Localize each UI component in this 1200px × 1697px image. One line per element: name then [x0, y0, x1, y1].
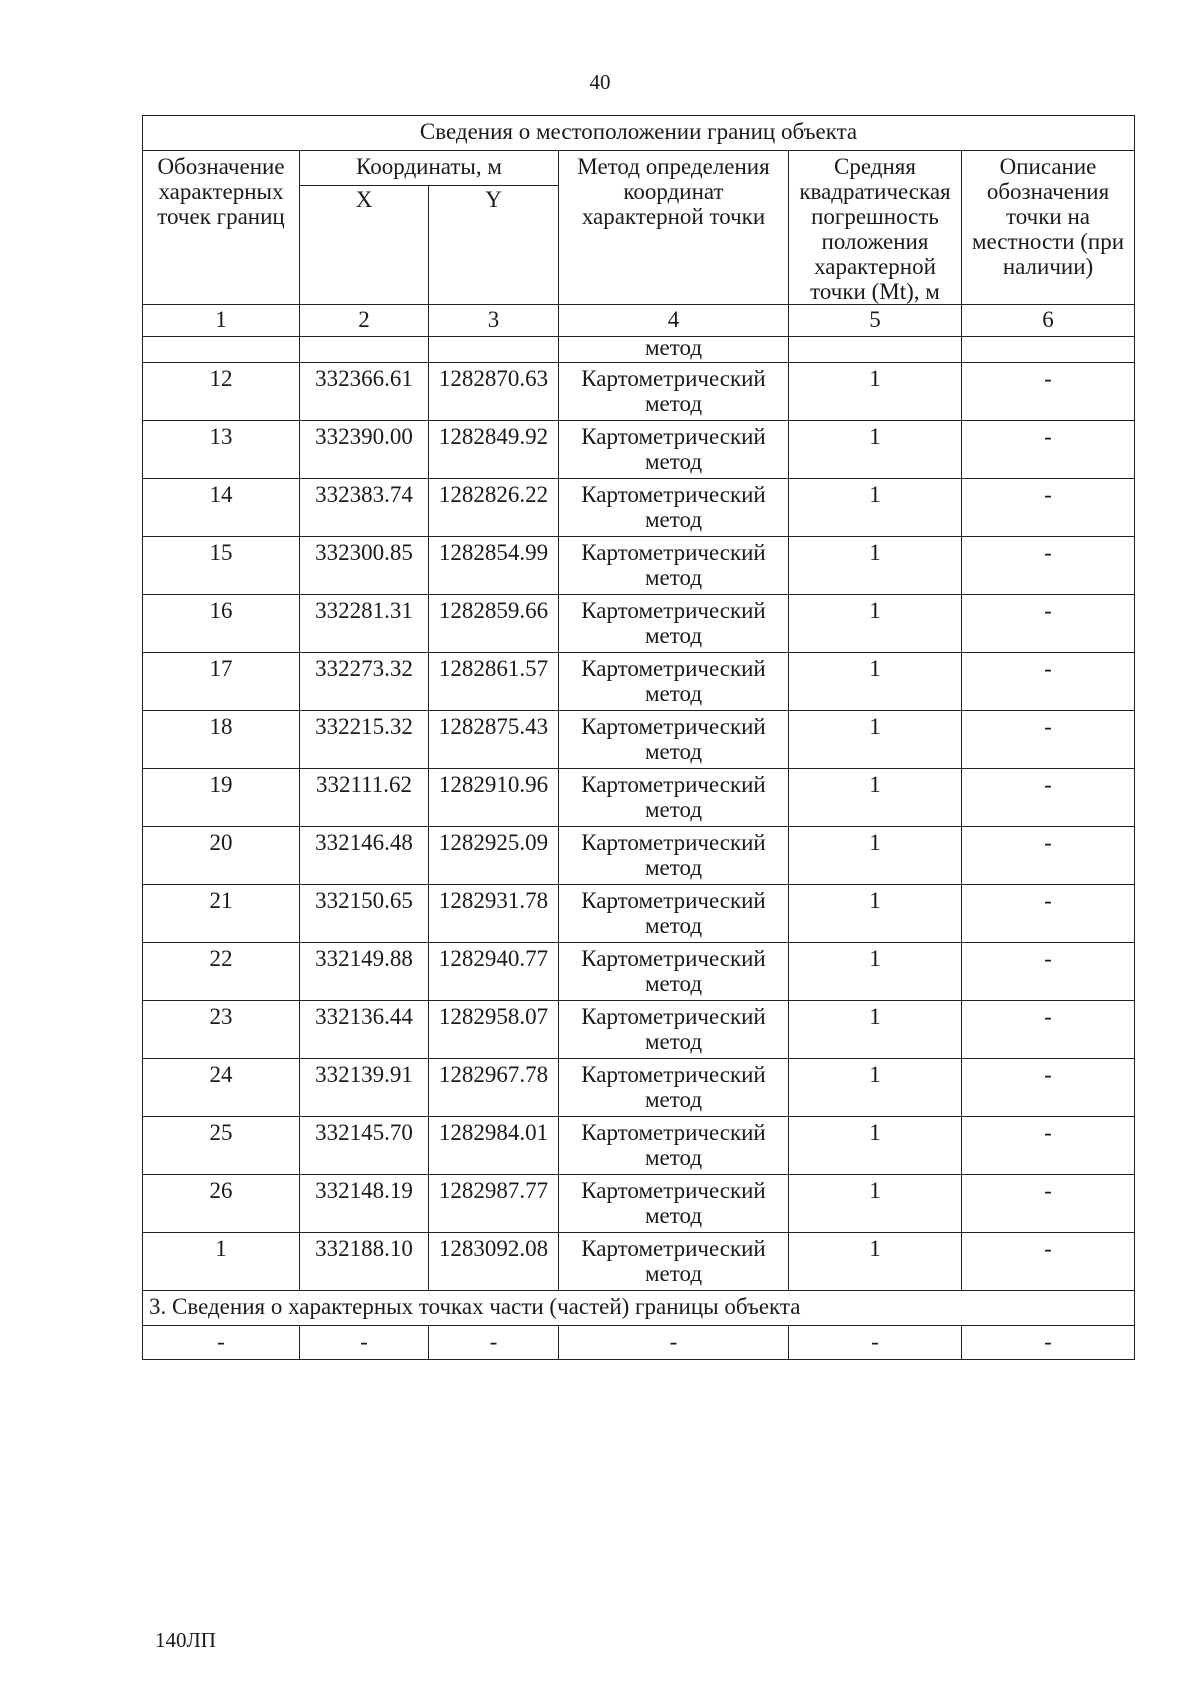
x-cell: 332273.32: [300, 653, 429, 711]
method-cell: [559, 943, 789, 1001]
description-cell: -: [962, 537, 1135, 595]
method-line: метод: [644, 1087, 703, 1112]
header-row-top: [143, 151, 1135, 186]
x-cell: 332300.85: [300, 537, 429, 595]
x-cell: 332136.44: [300, 1001, 429, 1059]
method-line: Картометрический: [581, 714, 766, 739]
description-cell: -: [962, 943, 1135, 1001]
header-description-line: обозначения: [986, 179, 1110, 204]
table-row: [143, 1233, 1135, 1291]
section3-value: -: [789, 1326, 962, 1360]
header-error: [789, 151, 962, 305]
table-row: [143, 363, 1135, 421]
header-coordinates: Координаты, м: [300, 151, 559, 186]
page-number: 40: [589, 70, 611, 94]
y-cell: 1283092.08: [429, 1233, 559, 1291]
boundary-coordinates-table: [142, 115, 1135, 1360]
continued-cell: [962, 337, 1135, 363]
method-line: Картометрический: [581, 772, 766, 797]
method-cell: [559, 363, 789, 421]
method-line: Картометрический: [581, 1236, 766, 1261]
table-row: [143, 1001, 1135, 1059]
method-line: метод: [644, 507, 703, 532]
point-cell: 22: [143, 943, 300, 1001]
table-row: [143, 769, 1135, 827]
continued-cell: [300, 337, 429, 363]
y-cell: 1282967.78: [429, 1059, 559, 1117]
method-line: метод: [644, 681, 703, 706]
point-cell: 25: [143, 1117, 300, 1175]
column-number: 4: [559, 305, 789, 337]
method-cell: [559, 653, 789, 711]
x-cell: 332188.10: [300, 1233, 429, 1291]
section3-value: -: [559, 1326, 789, 1360]
section3-value: -: [962, 1326, 1135, 1360]
table-row: [143, 653, 1135, 711]
method-line: Картометрический: [581, 888, 766, 913]
description-cell: -: [962, 1117, 1135, 1175]
x-cell: 332148.19: [300, 1175, 429, 1233]
header-error-line: точки (Mt), м: [810, 279, 940, 304]
x-cell: 332366.61: [300, 363, 429, 421]
point-cell: 18: [143, 711, 300, 769]
point-cell: 21: [143, 885, 300, 943]
point-cell: 24: [143, 1059, 300, 1117]
method-cell: [559, 827, 789, 885]
x-cell: 332111.62: [300, 769, 429, 827]
description-cell: -: [962, 711, 1135, 769]
header-error-line: положения: [821, 229, 929, 254]
error-cell: 1: [789, 1059, 962, 1117]
y-cell: 1282870.63: [429, 363, 559, 421]
error-cell: 1: [789, 421, 962, 479]
y-cell: 1282940.77: [429, 943, 559, 1001]
continued-row: [143, 337, 1135, 363]
section3-value: -: [429, 1326, 559, 1360]
section3-value: -: [143, 1326, 300, 1360]
header-designation-line: характерных: [158, 179, 284, 204]
method-line: метод: [644, 449, 703, 474]
header-error-line: характерной: [814, 254, 936, 279]
table-row: [143, 1117, 1135, 1175]
column-number: 6: [962, 305, 1135, 337]
method-line: метод: [644, 1261, 703, 1286]
table-row: [143, 537, 1135, 595]
table-row: [143, 595, 1135, 653]
y-cell: 1282861.57: [429, 653, 559, 711]
method-line: Картометрический: [581, 540, 766, 565]
error-cell: 1: [789, 595, 962, 653]
header-method-line: характерной точки: [581, 204, 766, 229]
y-cell: 1282875.43: [429, 711, 559, 769]
description-cell: -: [962, 1001, 1135, 1059]
continued-method: метод: [559, 337, 789, 363]
method-cell: [559, 885, 789, 943]
error-cell: 1: [789, 537, 962, 595]
method-line: метод: [644, 1029, 703, 1054]
column-number: 1: [143, 305, 300, 337]
table-row: [143, 943, 1135, 1001]
header-designation-line: точек границ: [157, 204, 285, 229]
error-cell: 1: [789, 479, 962, 537]
method-cell: [559, 1233, 789, 1291]
table-row: [143, 479, 1135, 537]
point-cell: 19: [143, 769, 300, 827]
header-description-line: наличии): [1002, 254, 1094, 279]
header-method: [559, 151, 789, 305]
method-cell: [559, 1175, 789, 1233]
method-cell: [559, 595, 789, 653]
error-cell: 1: [789, 1117, 962, 1175]
x-cell: 332145.70: [300, 1117, 429, 1175]
description-cell: -: [962, 421, 1135, 479]
table-row: [143, 421, 1135, 479]
method-line: метод: [644, 971, 703, 996]
point-cell: 17: [143, 653, 300, 711]
y-cell: 1282849.92: [429, 421, 559, 479]
section3-row: [143, 1291, 1135, 1326]
point-cell: 1: [143, 1233, 300, 1291]
method-line: Картометрический: [581, 830, 766, 855]
header-description-line: местности (при: [971, 229, 1125, 254]
table-row: [143, 1059, 1135, 1117]
header-y: Y: [429, 186, 559, 305]
method-line: метод: [644, 623, 703, 648]
method-line: метод: [644, 1203, 703, 1228]
description-cell: -: [962, 769, 1135, 827]
header-method-line: Метод определения: [577, 154, 770, 179]
method-line: метод: [644, 855, 703, 880]
description-cell: -: [962, 479, 1135, 537]
description-cell: -: [962, 1059, 1135, 1117]
method-line: метод: [644, 565, 703, 590]
error-cell: 1: [789, 943, 962, 1001]
method-line: метод: [644, 797, 703, 822]
y-cell: 1282987.77: [429, 1175, 559, 1233]
x-cell: 332139.91: [300, 1059, 429, 1117]
header-designation-line: Обозначение: [157, 154, 285, 179]
method-line: Картометрический: [581, 424, 766, 449]
method-line: Картометрический: [581, 1120, 766, 1145]
description-cell: -: [962, 653, 1135, 711]
y-cell: 1282931.78: [429, 885, 559, 943]
point-cell: 16: [143, 595, 300, 653]
method-cell: [559, 711, 789, 769]
description-cell: -: [962, 1175, 1135, 1233]
section3-title: 3. Сведения о характерных точках части (частей) границы объекта: [143, 1291, 1135, 1326]
point-cell: 23: [143, 1001, 300, 1059]
error-cell: 1: [789, 363, 962, 421]
error-cell: 1: [789, 1233, 962, 1291]
y-cell: 1282925.09: [429, 827, 559, 885]
table-title: Сведения о местоположении границ объекта: [143, 116, 1135, 151]
error-cell: 1: [789, 769, 962, 827]
x-cell: 332215.32: [300, 711, 429, 769]
point-cell: 15: [143, 537, 300, 595]
header-x: X: [300, 186, 429, 305]
table-row: [143, 711, 1135, 769]
error-cell: 1: [789, 711, 962, 769]
point-cell: 26: [143, 1175, 300, 1233]
table-row: [143, 885, 1135, 943]
continued-cell: [789, 337, 962, 363]
method-line: Картометрический: [581, 1062, 766, 1087]
footer-code: 140ЛП: [155, 1628, 216, 1652]
method-line: Картометрический: [581, 656, 766, 681]
y-cell: 1282859.66: [429, 595, 559, 653]
method-line: метод: [644, 391, 703, 416]
method-line: Картометрический: [581, 366, 766, 391]
point-cell: 14: [143, 479, 300, 537]
header-description: [962, 151, 1135, 305]
description-cell: -: [962, 595, 1135, 653]
method-line: метод: [644, 1145, 703, 1170]
column-numbers-row: [143, 305, 1135, 337]
point-cell: 20: [143, 827, 300, 885]
point-cell: 13: [143, 421, 300, 479]
section3-values-row: [143, 1326, 1135, 1360]
method-line: метод: [644, 739, 703, 764]
header-description-line: точки на: [1006, 204, 1090, 229]
x-cell: 332149.88: [300, 943, 429, 1001]
method-line: Картометрический: [581, 1178, 766, 1203]
x-cell: 332383.74: [300, 479, 429, 537]
method-cell: [559, 421, 789, 479]
y-cell: 1282854.99: [429, 537, 559, 595]
header-description-line: Описание: [999, 154, 1097, 179]
error-cell: 1: [789, 653, 962, 711]
method-line: Картометрический: [581, 598, 766, 623]
header-method-line: координат: [623, 179, 724, 204]
y-cell: 1282984.01: [429, 1117, 559, 1175]
error-cell: 1: [789, 1175, 962, 1233]
header-error-line: квадратическая: [799, 179, 951, 204]
description-cell: -: [962, 1233, 1135, 1291]
data-rows: [143, 363, 1135, 1291]
method-cell: [559, 1001, 789, 1059]
continued-cell: [143, 337, 300, 363]
error-cell: 1: [789, 1001, 962, 1059]
table-title-row: [143, 116, 1135, 151]
column-number: 2: [300, 305, 429, 337]
error-cell: 1: [789, 885, 962, 943]
header-designation: [143, 151, 300, 305]
method-line: Картометрический: [581, 946, 766, 971]
table-row: [143, 1175, 1135, 1233]
description-cell: -: [962, 827, 1135, 885]
method-cell: [559, 1117, 789, 1175]
point-cell: 12: [143, 363, 300, 421]
x-cell: 332146.48: [300, 827, 429, 885]
description-cell: -: [962, 363, 1135, 421]
header-error-line: погрешность: [811, 204, 939, 229]
method-cell: [559, 769, 789, 827]
y-cell: 1282910.96: [429, 769, 559, 827]
method-cell: [559, 537, 789, 595]
description-cell: -: [962, 885, 1135, 943]
error-cell: 1: [789, 827, 962, 885]
continued-cell: [429, 337, 559, 363]
x-cell: 332150.65: [300, 885, 429, 943]
x-cell: 332390.00: [300, 421, 429, 479]
section3-value: -: [300, 1326, 429, 1360]
y-cell: 1282826.22: [429, 479, 559, 537]
method-cell: [559, 1059, 789, 1117]
method-line: метод: [644, 913, 703, 938]
x-cell: 332281.31: [300, 595, 429, 653]
column-number: 3: [429, 305, 559, 337]
column-number: 5: [789, 305, 962, 337]
method-line: Картометрический: [581, 1004, 766, 1029]
method-line: Картометрический: [581, 482, 766, 507]
method-cell: [559, 479, 789, 537]
y-cell: 1282958.07: [429, 1001, 559, 1059]
table-row: [143, 827, 1135, 885]
header-error-line: Средняя: [834, 154, 916, 179]
